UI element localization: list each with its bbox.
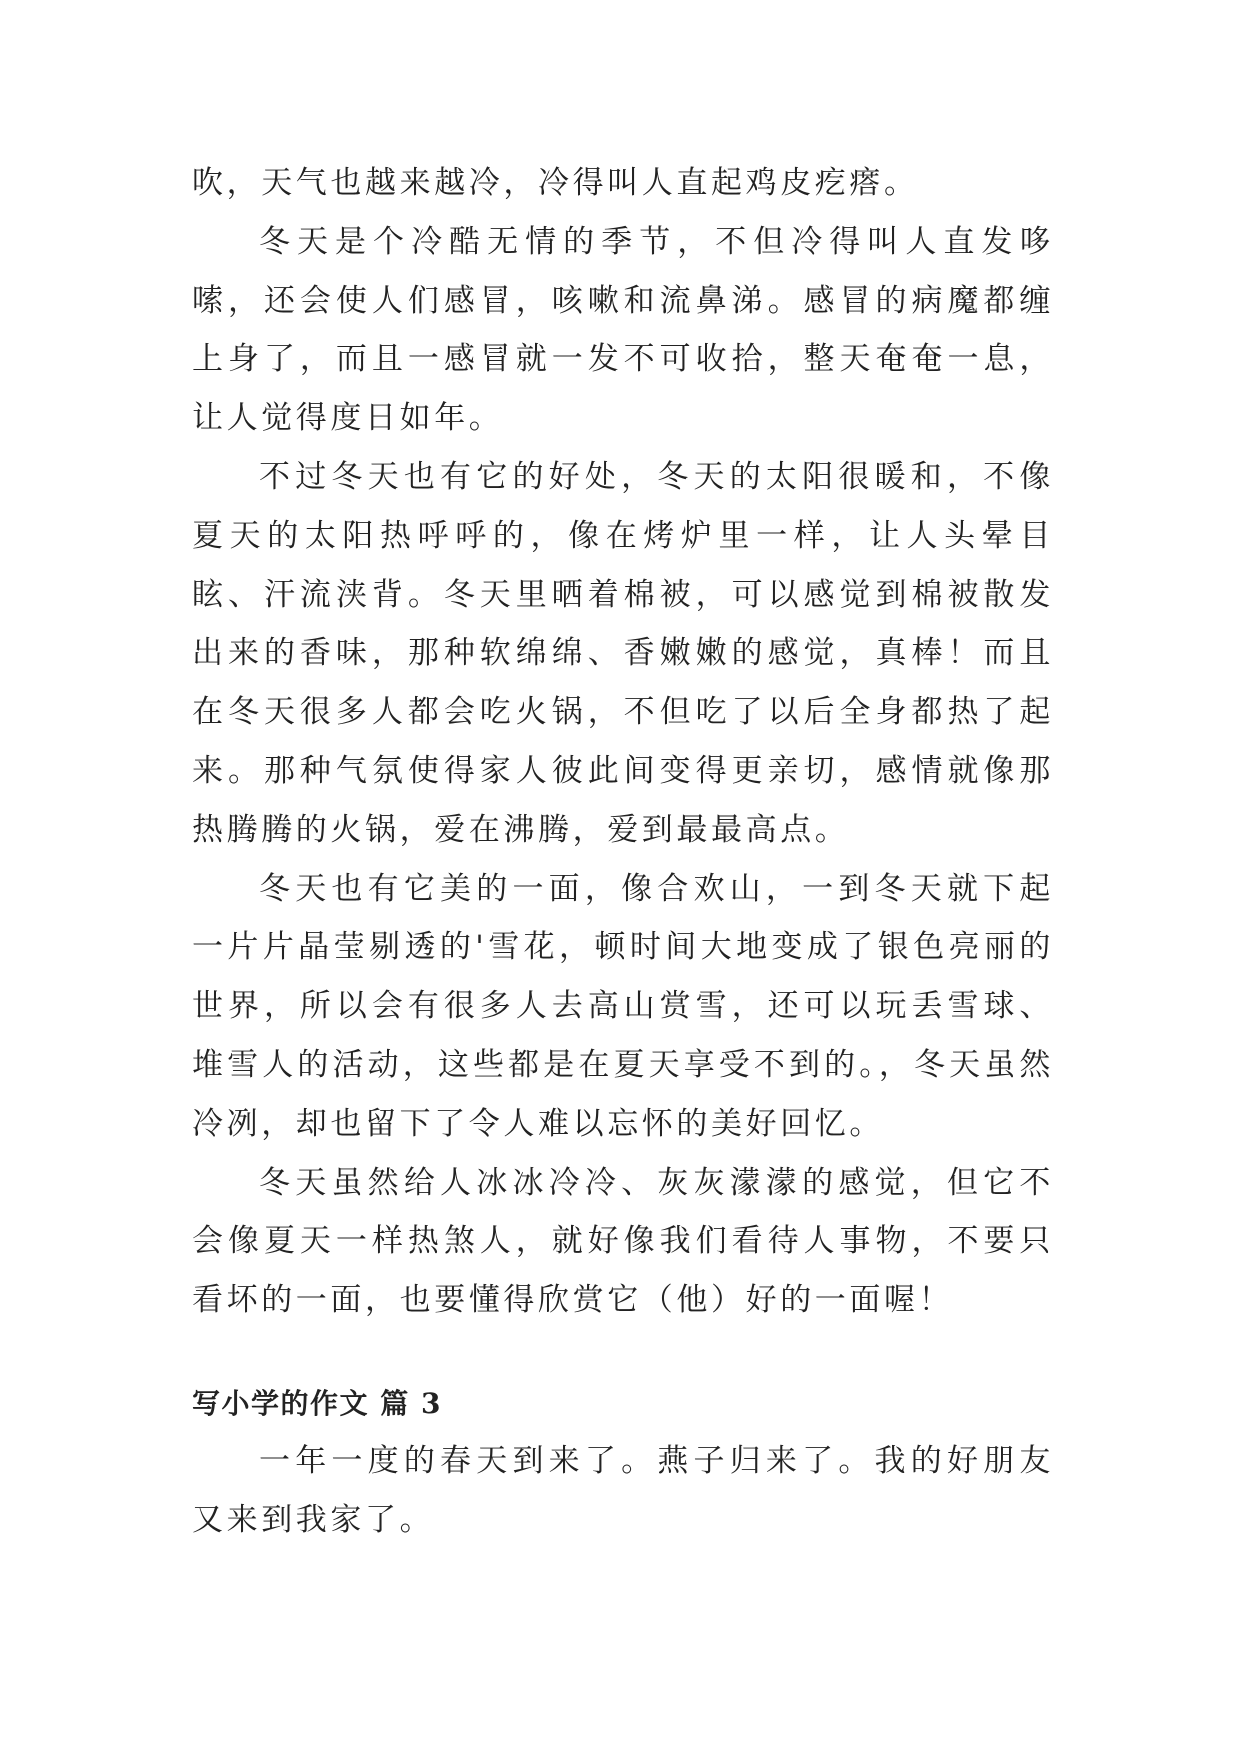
paragraph: 冬天也有它美的一面，像合欢山，一到冬天就下起一片片晶莹剔透的'雪花，顿时间大地变成了银色亮丽的世界，所以会有很多人去高山赏雪，还可以玩丢雪球、堆雪人的活动，这些都是在夏天享受不到的。，冬天虽然冷冽，却也留下了令人难以忘怀的美好回忆。	[192, 870, 1054, 1142]
paragraph: 冬天虽然给人冰冰冷冷、灰灰濛濛的感觉，但它不会像夏天一样热煞人，就好像我们看待人事物，不要只看坏的一面，也要懂得欣赏它（他）好的一面喔！	[192, 1164, 1054, 1319]
paragraph: 吹，天气也越来越冷，冷得叫人直起鸡皮疙瘩。	[192, 165, 919, 201]
paragraph: 冬天是个冷酷无情的季节，不但冷得叫人直发哆嗦，还会使人们感冒，咳嗽和流鼻涕。感冒的病魔都缠上身了，而且一感冒就一发不可收拾，整天奄奄一息，让人觉得度日如年。	[192, 223, 1054, 437]
section-heading: 写小学的作文 篇 3	[192, 1386, 442, 1420]
paragraph: 不过冬天也有它的好处，冬天的太阳很暖和，不像夏天的太阳热呼呼的，像在烤炉里一样，让人头晕目眩、汗流浃背。冬天里晒着棉被，可以感觉到棉被散发出来的香味，那种软绵绵、香嫩嫩的感觉，真棒！而且在冬天很多人都会吃火锅，不但吃了以后全身都热了起来。那种气氛使得家人彼此间变得更亲切，感情就像那热腾腾的火锅，爱在沸腾，爱到最最高点。	[192, 458, 1054, 848]
document-page	[192, 154, 1054, 1550]
paragraph: 一年一度的春天到来了。燕子归来了。我的好朋友又来到我家了。	[192, 1442, 1054, 1538]
